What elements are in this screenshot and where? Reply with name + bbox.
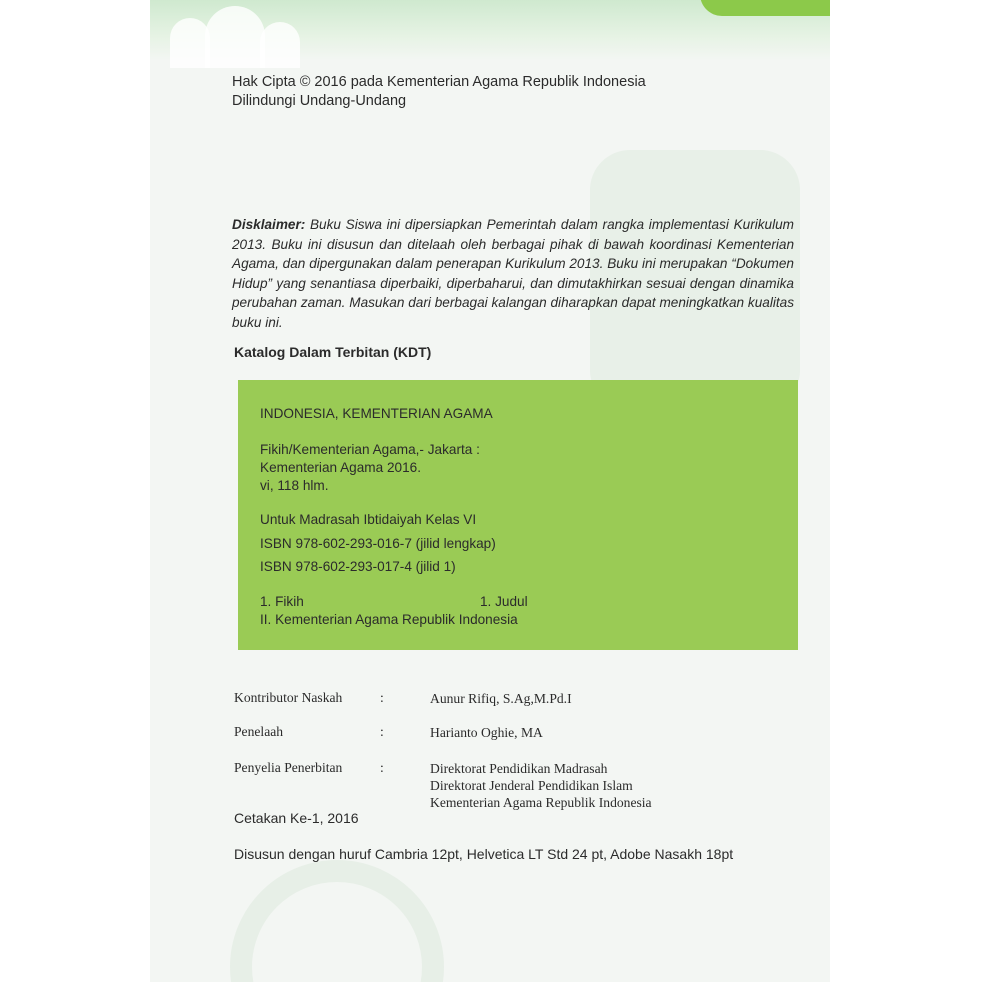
disclaimer-text: Buku Siswa ini dipersiapkan Pemerintah dalam rangka implementasi Kurikulum 2013. Buku ini disusun dan ditelaah oleh berbagai pihak di bawah koordinasi Kementerian Agama, dan dipergunakan dalam penerapan Kurikulum 2013. Buku ini merupakan “Dokumen Hidup” yang senantiasa diperbaiki, diperbaharui, dan dimutakhirkan sesuai dengan dinamika perubahan zaman. Masukan dari berbagai kalangan diharapkan dapat meningkatkan kualitas buku ini. xyxy=(232,217,794,330)
book-page xyxy=(150,0,830,982)
kdt-isbn-complete: ISBN 978-602-293-016-7 (jilid lengkap) xyxy=(260,536,496,551)
kdt-catalog-box xyxy=(238,380,798,650)
credit-colon: : xyxy=(380,760,384,775)
kdt-isbn-volume: ISBN 978-602-293-017-4 (jilid 1) xyxy=(260,559,456,574)
protection-line: Dilindungi Undang-Undang xyxy=(232,93,407,109)
dome-shape-icon xyxy=(205,6,265,68)
typeset-line: Disusun dengan huruf Cambria 12pt, Helvetica LT Std 24 pt, Adobe Nasakh 18pt xyxy=(234,846,734,862)
disclaimer-label: Disklaimer: xyxy=(232,217,306,232)
credit-value-supervisor-2: Direktorat Jenderal Pendidikan Islam xyxy=(430,778,633,793)
kdt-publisher-year: Kementerian Agama 2016. xyxy=(260,460,421,475)
credit-value-supervisor-3: Kementerian Agama Republik Indonesia xyxy=(430,795,652,810)
faded-seal-watermark xyxy=(230,860,444,982)
dome-shape-icon xyxy=(170,18,210,68)
credit-colon: : xyxy=(380,724,384,739)
kdt-corporate-entry: II. Kementerian Agama Republik Indonesia xyxy=(260,612,518,627)
header-green-tab xyxy=(700,0,830,16)
disclaimer-paragraph xyxy=(232,215,794,333)
kdt-subject: 1. Fikih xyxy=(260,594,304,609)
dome-shape-icon xyxy=(260,22,300,68)
kdt-author: INDONESIA, KEMENTERIAN AGAMA xyxy=(260,406,493,421)
credit-value-contributor: Aunur Rifiq, S.Ag,M.Pd.I xyxy=(430,691,572,706)
header-decoration xyxy=(150,0,830,60)
credit-label-reviewer: Penelaah xyxy=(234,724,284,739)
credit-label-contributor: Kontributor Naskah xyxy=(234,690,343,705)
kdt-title-entry: 1. Judul xyxy=(480,594,528,609)
credit-value-reviewer: Harianto Oghie, MA xyxy=(430,725,543,740)
kdt-audience: Untuk Madrasah Ibtidaiyah Kelas VI xyxy=(260,512,477,527)
credit-value-supervisor-1: Direktorat Pendidikan Madrasah xyxy=(430,761,608,776)
kdt-pages: vi, 118 hlm. xyxy=(260,478,329,493)
credit-colon: : xyxy=(380,690,384,705)
credit-label-supervisor: Penyelia Penerbitan xyxy=(234,760,343,775)
kdt-heading: Katalog Dalam Terbitan (KDT) xyxy=(234,344,432,360)
kdt-publication: Fikih/Kementerian Agama,- Jakarta : xyxy=(260,442,480,457)
copyright-line: Hak Cipta © 2016 pada Kementerian Agama Republik Indonesia xyxy=(232,74,646,90)
page-margin xyxy=(830,0,982,982)
edition-line: Cetakan Ke-1, 2016 xyxy=(234,810,359,826)
